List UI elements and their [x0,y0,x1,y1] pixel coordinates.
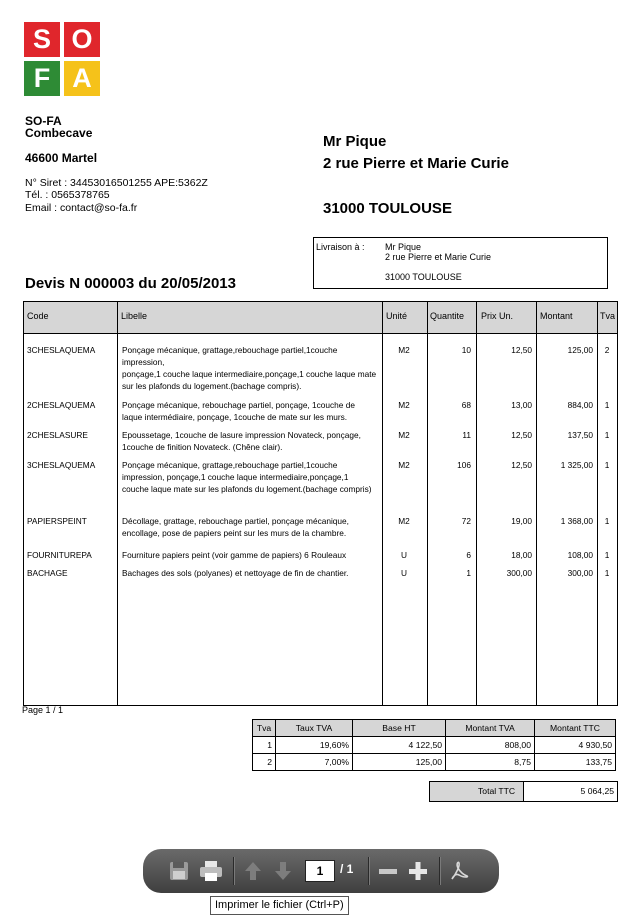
table-cell-tva: 1 [604,400,610,410]
table-cell-montant: 108,00 [567,550,593,560]
table-cell-unite: U [401,550,407,560]
print-tooltip: Imprimer le fichier (Ctrl+P) [210,896,349,915]
recipient-name: Mr Pique [323,133,387,150]
table-cell-libelle: Décollage, grattage, rebouchage partiel, ponçage mécanique, encollage, pose de papiers peint sur les murs de la chambre. [122,516,349,538]
arrow-up-icon[interactable] [243,860,263,882]
table-cell-unite: U [401,568,407,578]
table-cell-prix: 12,50 [511,345,532,355]
table-cell-code: 2CHESLAQUEMA [27,400,96,410]
logo-letter: F [24,61,60,96]
company-header [25,115,92,139]
table-cell-quantite: 72 [461,516,471,526]
table-cell-code: 3CHESLAQUEMA [27,460,96,470]
table-cell-prix: 12,50 [511,430,532,440]
vat-cell: 133,75 [535,754,616,771]
page-total: / 1 [340,862,354,876]
logo-letter: O [64,22,100,57]
table-cell-quantite: 11 [462,430,471,440]
table-cell-prix: 19,00 [511,516,532,526]
vat-cell: 125,00 [353,754,446,771]
table-cell-tva: 1 [604,460,610,470]
table-cell-libelle: Ponçage mécanique, rebouchage partiel, ponçage, 1couche de laque intermédiaire, ponçage, 1couche de mate sur les murs. [122,400,355,422]
company-email: Email : contact@so-fa.fr [25,202,138,214]
company-locality: Combecave [25,126,93,140]
vat-cell: 4 122,50 [353,737,446,754]
table-cell-code: FOURNITUREPA [27,550,92,560]
table-cell-prix: 300,00 [506,568,532,578]
table-cell-tva: 2 [604,345,610,355]
table-cell-montant: 1 325,00 [560,460,593,470]
table-cell-libelle: Fourniture papiers peint (voir gamme de papiers) 6 Rouleaux [122,550,347,560]
table-cell-unite: M2 [398,516,410,526]
table-cell-tva: 1 [604,550,610,560]
table-cell-quantite: 106 [457,460,471,470]
delivery-box [313,237,608,289]
total-label: Total TTC [478,786,516,796]
page-input[interactable]: 1 [305,860,335,882]
vat-cell: 19,60% [276,737,353,754]
header-libelle: Libelle [121,311,148,321]
vat-row [253,737,616,754]
table-cell-prix: 12,50 [511,460,532,470]
vat-header: Montant TTC [535,720,616,737]
zoom-in-icon[interactable] [407,860,429,882]
table-cell-prix: 18,00 [511,550,532,560]
recipient-street: 2 rue Pierre et Marie Curie [323,155,509,172]
delivery-city: 31000 TOULOUSE [385,272,462,282]
table-cell-quantite: 6 [466,550,471,560]
header-unite: Unité [386,311,408,321]
vat-header: Taux TVA [276,720,353,737]
items-table [23,301,618,706]
zoom-out-icon[interactable] [377,860,399,882]
vat-cell: 7,00% [276,754,353,771]
table-cell-code: 3CHESLAQUEMA [27,345,96,355]
header-prix: Prix Un. [481,311,514,321]
header-montant: Montant [540,311,573,321]
logo-letter: S [24,22,60,57]
vat-cell: 808,00 [446,737,535,754]
vat-row [253,754,616,771]
header-code: Code [27,311,49,321]
total-box [429,781,618,802]
table-cell-unite: M2 [398,400,410,410]
table-cell-quantite: 10 [461,345,471,355]
vat-cell: 2 [253,754,276,771]
acrobat-icon[interactable] [448,860,470,882]
table-cell-quantite: 68 [461,400,471,410]
vat-header: Base HT [353,720,446,737]
table-cell-libelle: Epoussetage, 1couche de lasure impression Novateck, ponçage, 1couche de finition Novateck. (Chêne clair). [122,430,361,452]
delivery-label: Livraison à : [316,242,365,252]
table-cell-tva: 1 [604,430,610,440]
print-icon[interactable] [199,860,223,882]
table-cell-quantite: 1 [466,568,471,578]
total-value: 5 064,25 [580,786,614,796]
table-cell-libelle: Bachages des sols (polyanes) et nettoyage de fin de chantier. [122,568,349,578]
company-logo [24,22,100,96]
page-number: Page 1 / 1 [22,705,64,715]
table-cell-libelle: Ponçage mécanique, grattage,rebouchage partiel,1couche impression, ponçage,1 couche laque intermediaire,ponçage,1 couche laque mate sur les plafonds du logement.(bachage compris). [122,345,377,391]
table-cell-montant: 884,00 [567,400,593,410]
vat-cell: 4 930,50 [535,737,616,754]
table-cell-montant: 300,00 [567,568,593,578]
table-cell-code: 2CHESLASURE [27,430,88,440]
header-quantite: Quantite [430,311,465,321]
vat-cell: 8,75 [446,754,535,771]
vat-header: Tva [253,720,276,737]
table-cell-prix: 13,00 [511,400,532,410]
table-cell-montant: 137,50 [567,430,593,440]
vat-cell: 1 [253,737,276,754]
company-postal: 46600 Martel [25,151,98,165]
table-cell-tva: 1 [604,568,610,578]
delivery-name: Mr Pique [385,242,422,252]
company-siret: N° Siret : 34453016501255 APE:5362Z [25,177,208,189]
vat-table [252,719,616,771]
logo-letter: A [64,61,100,96]
vat-header: Montant TVA [446,720,535,737]
table-cell-code: PAPIERSPEINT [27,516,87,526]
delivery-street: 2 rue Pierre et Marie Curie [385,252,492,262]
table-cell-unite: M2 [398,430,410,440]
table-cell-code: BACHAGE [27,568,68,578]
company-phone: Tél. : 0565378765 [25,189,110,201]
table-cell-unite: M2 [398,345,410,355]
table-cell-tva: 1 [604,516,610,526]
save-icon[interactable] [169,860,189,882]
table-cell-unite: M2 [398,460,410,470]
table-cell-libelle: Ponçage mécanique, grattage,rebouchage partiel,1couche impression, ponçage,1 couche laque intermediaire,ponçage,1 couche laque mate sur les plafonds du logement.(bachage compris) [122,460,372,494]
header-tva: Tva [600,311,616,321]
document-title: Devis N 000003 du 20/05/2013 [25,275,236,292]
recipient-city: 31000 TOULOUSE [323,200,452,217]
table-cell-montant: 1 368,00 [560,516,593,526]
pdf-toolbar [143,849,499,893]
table-cell-montant: 125,00 [567,345,593,355]
table-header [24,302,617,334]
arrow-down-icon[interactable] [273,860,293,882]
company-name: SO-FA [25,114,62,128]
